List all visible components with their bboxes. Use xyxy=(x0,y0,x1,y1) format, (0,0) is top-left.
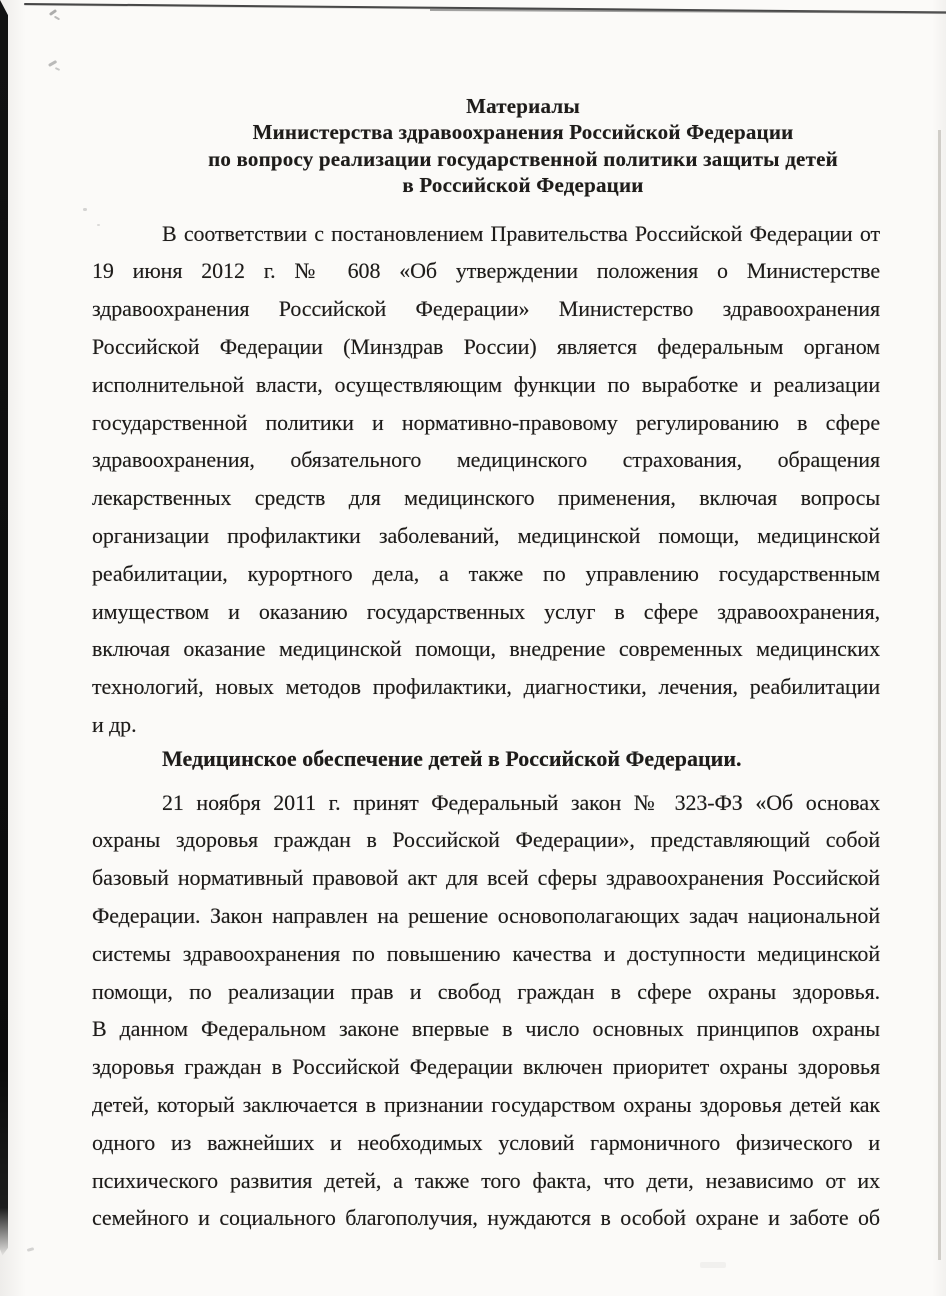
text-line: детей, который заключается в признании государством охраны здоровья детей как xyxy=(92,1091,880,1117)
text-line: здравоохранения, обязательного медицинского страхования, обращения xyxy=(92,447,880,473)
scan-speck xyxy=(27,1247,35,1252)
text-line: и др. xyxy=(92,711,137,737)
document-body xyxy=(0,215,946,1238)
text-line: лекарственных средств для медицинского применения, включая вопросы xyxy=(92,485,880,511)
text-line: психического развития детей, а также того факта, что дети, независимо от их xyxy=(92,1167,880,1193)
section-heading: Медицинское обеспечение детей в Российской Федерации. xyxy=(162,745,742,771)
text-line: включая оказание медицинской помощи, внедрение современных медицинских xyxy=(92,636,880,662)
text-line: В соответствии с постановлением Правительства Российской Федерации от xyxy=(162,220,880,246)
text-line: 21 ноября 2011 г. принят Федеральный закон № 323-ФЗ «Об основах xyxy=(162,789,880,815)
text-line: семейного и социального благополучия, нуждаются в особой охране и заботе об xyxy=(92,1205,880,1231)
text-line: Российской Федерации (Минздрав России) является федеральным органом xyxy=(92,334,880,360)
text-line: технологий, новых методов профилактики, диагностики, лечения, реабилитации xyxy=(92,674,880,700)
title-line: в Российской Федерации xyxy=(402,173,644,198)
paragraph xyxy=(92,784,880,1238)
text-line: системы здравоохранения по повышению качества и доступности медицинской xyxy=(92,940,880,966)
title-line: Министерства здравоохранения Российской Федерации xyxy=(252,120,794,145)
text-line: здоровья граждан в Российской Федерации включен приоритет охраны здоровья xyxy=(92,1054,880,1080)
text-line: помощи, по реализации прав и свобод граждан в сфере охраны здоровья. xyxy=(92,978,880,1004)
scan-smudge xyxy=(700,1262,726,1268)
text-line: 19 июня 2012 г. № 608 «Об утверждении положения о Министерстве xyxy=(92,258,880,284)
text-line: здравоохранения Российской Федерации» Министерство здравоохранения xyxy=(92,296,880,322)
text-line: Федерации. Закон направлен на решение основополагающих задач национальной xyxy=(92,902,880,928)
document-title xyxy=(0,0,946,199)
scanner-edge-left xyxy=(0,0,8,1258)
text-line: организации профилактики заболеваний, медицинской помощи, медицинской xyxy=(92,523,880,548)
text-line: В данном Федеральном законе впервые в число основных принципов охраны xyxy=(92,1016,880,1042)
text-line: охраны здоровья граждан в Российской Федерации», представляющий собой xyxy=(92,827,880,853)
text-line: исполнительной власти, осуществляющим функции по выработке и реализации xyxy=(92,371,880,397)
text-line: реабилитации, курортного дела, а также по управлению государственным xyxy=(92,560,880,586)
scan-speck xyxy=(83,208,87,211)
page-right-edge-shadow xyxy=(938,130,941,1260)
text-line: государственной политики и нормативно-правовому регулированию в сфере xyxy=(92,409,880,435)
title-line: Материалы xyxy=(466,94,580,118)
text-line: одного из важнейших и необходимых условий гармоничного физического и xyxy=(92,1129,880,1155)
text-line: базовый нормативный правовой акт для всей сферы здравоохранения Российской xyxy=(92,865,880,891)
text-line: имуществом и оказанию государственных услуг в сфере здравоохранения, xyxy=(92,598,880,624)
title-line: по вопросу реализации государственной политики защиты детей xyxy=(208,146,838,171)
paragraph xyxy=(92,215,880,744)
scan-speck xyxy=(97,224,100,226)
